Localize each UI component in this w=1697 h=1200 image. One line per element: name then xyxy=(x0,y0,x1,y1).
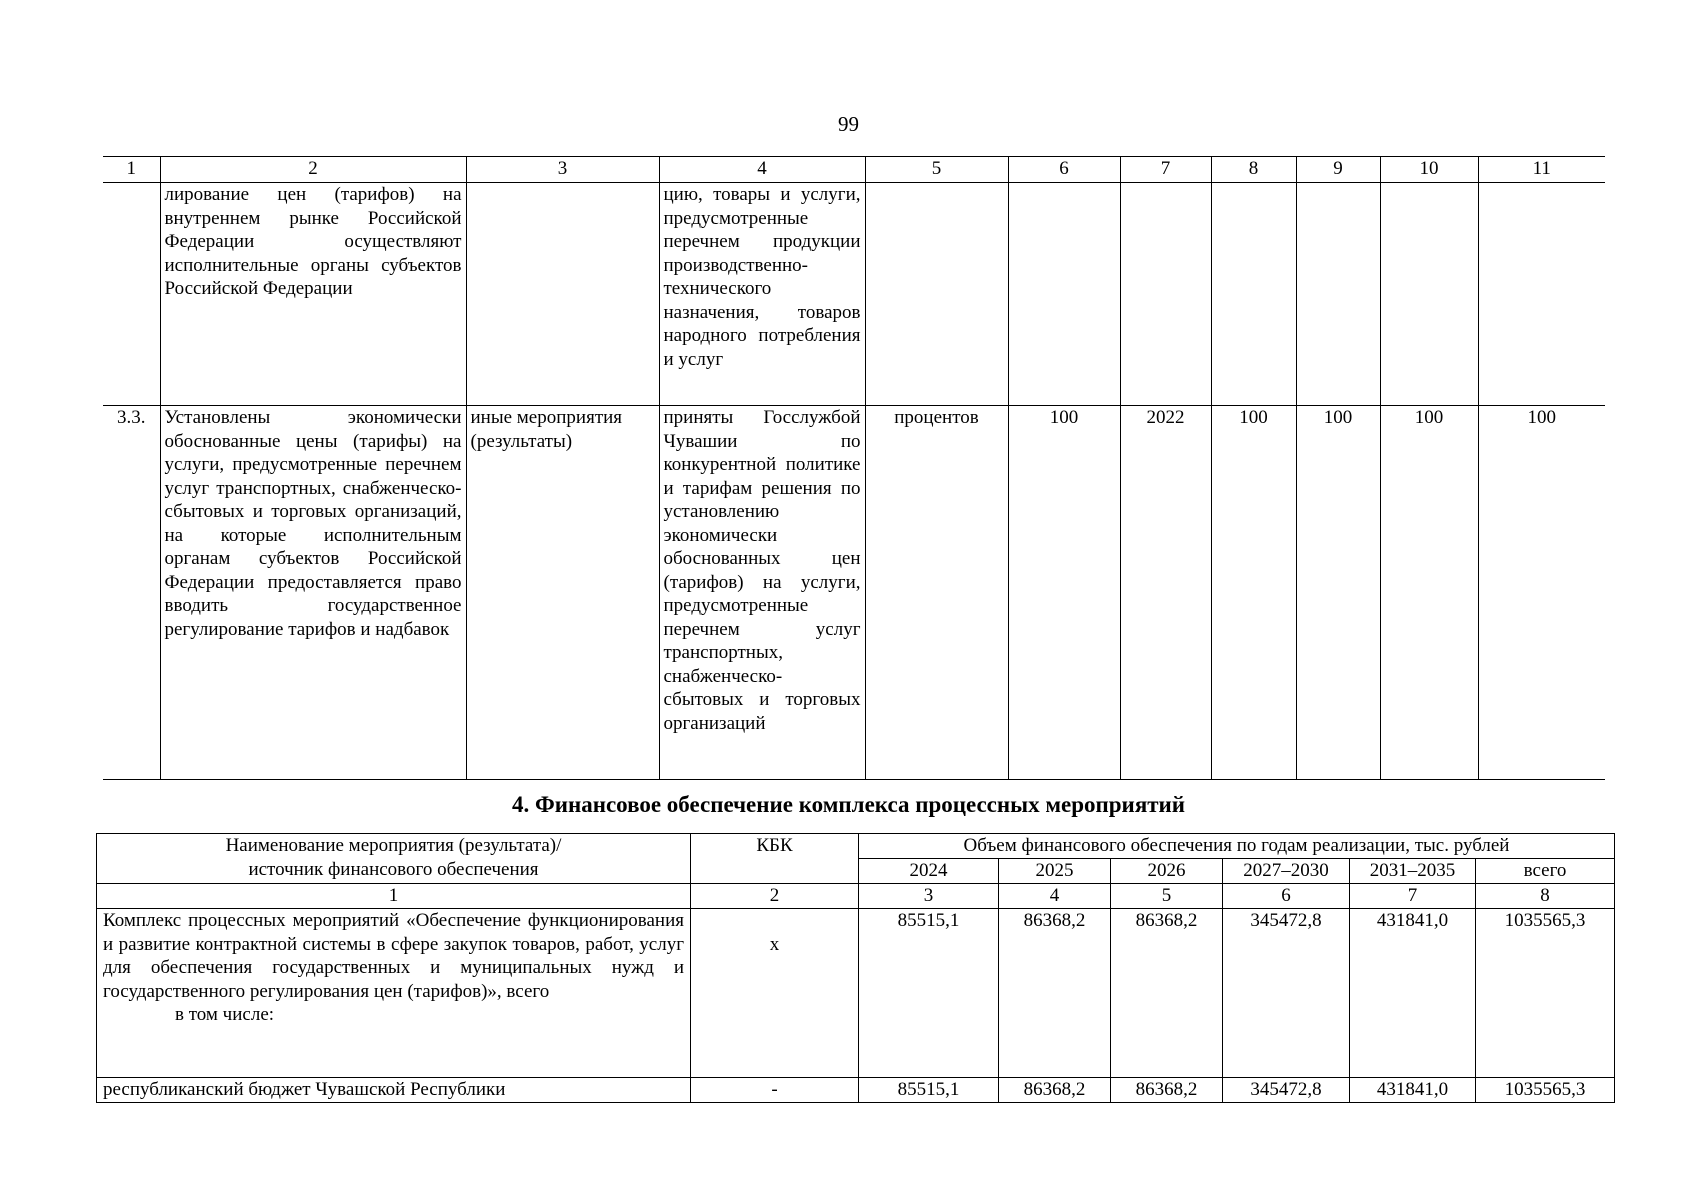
column-number: 6 xyxy=(1223,884,1350,909)
table-row xyxy=(97,909,1615,1078)
years-header: Объем финансового обеспечения по годам реализации, тыс. рублей xyxy=(859,834,1615,859)
indicators-table xyxy=(103,156,1605,780)
column-number: 10 xyxy=(1380,157,1478,183)
column-number: 2 xyxy=(691,884,859,909)
unit: процентов xyxy=(865,406,1008,780)
amount-total: 1035565,3 xyxy=(1476,909,1615,1078)
result-name: лирование цен (тарифов) на внутреннем рынке Российской Федерации осуществляют исполнительные органы субъектов Российской Федерации xyxy=(160,183,466,406)
amount-total: 1035565,3 xyxy=(1476,1078,1615,1103)
amount-cell: 86368,2 xyxy=(999,909,1111,1078)
value-cell: 100 xyxy=(1478,406,1605,780)
result-type xyxy=(466,183,659,406)
column-number-row xyxy=(103,157,1605,183)
name-header-line2: источник финансового обеспечения xyxy=(248,858,539,880)
amount-cell: 85515,1 xyxy=(859,1078,999,1103)
year-header: 2031–2035 xyxy=(1350,859,1476,884)
amount-cell: 431841,0 xyxy=(1350,909,1476,1078)
activity-name xyxy=(97,909,691,1078)
base-value: 100 xyxy=(1008,406,1120,780)
amount-cell: 86368,2 xyxy=(999,1078,1111,1103)
value-cell xyxy=(1380,183,1478,406)
result-type: иные мероприятия (результаты) xyxy=(466,406,659,780)
table-row xyxy=(103,183,1605,406)
value-cell xyxy=(1211,183,1296,406)
section-title: 4. Финансовое обеспечение комплекса процессных мероприятий xyxy=(511,792,1186,817)
amount-cell: 345472,8 xyxy=(1223,1078,1350,1103)
kbk-cell: - xyxy=(691,1078,859,1103)
value-cell: 100 xyxy=(1296,406,1380,780)
year-header: 2024 xyxy=(859,859,999,884)
base-year xyxy=(1120,183,1211,406)
column-number: 1 xyxy=(97,884,691,909)
value-cell: 100 xyxy=(1380,406,1478,780)
table-row xyxy=(103,406,1605,780)
column-number: 1 xyxy=(103,157,160,183)
financing-table xyxy=(96,833,1615,1103)
amount-cell: 86368,2 xyxy=(1111,909,1223,1078)
kbk-cell: x xyxy=(691,909,859,1078)
header-row xyxy=(97,834,1615,859)
kbk-header: КБК xyxy=(691,834,859,884)
column-number: 3 xyxy=(466,157,659,183)
value-cell xyxy=(1478,183,1605,406)
amount-cell: 86368,2 xyxy=(1111,1078,1223,1103)
column-number-row xyxy=(97,884,1615,909)
base-year: 2022 xyxy=(1120,406,1211,780)
column-number: 7 xyxy=(1350,884,1476,909)
total-header: всего xyxy=(1476,859,1615,884)
column-number: 6 xyxy=(1008,157,1120,183)
column-number: 9 xyxy=(1296,157,1380,183)
column-number: 2 xyxy=(160,157,466,183)
column-number: 3 xyxy=(859,884,999,909)
name-header xyxy=(97,834,691,884)
column-number: 11 xyxy=(1478,157,1605,183)
column-number: 7 xyxy=(1120,157,1211,183)
column-number: 8 xyxy=(1476,884,1615,909)
activity-subnote: в том числе: xyxy=(175,1004,275,1025)
result-name: Установлены экономически обоснованные цены (тарифы) на услуги, предусмотренные перечнем услуг транспортных, снабженческо-сбытовых и торговых организаций, на которые исполнительным органам субъектов Российской Федерации предоставляется право вводить государственное регулирование тарифов и надбавок xyxy=(160,406,466,780)
column-number: 5 xyxy=(865,157,1008,183)
value-cell xyxy=(1296,183,1380,406)
name-header-line1: Наименование мероприятия (результата)/ xyxy=(225,835,562,856)
column-number: 4 xyxy=(999,884,1111,909)
result-characteristic: приняты Госслужбой Чувашии по конкурентной политике и тарифам решения по установлению экономически обоснованных цен (тарифов) на услуги, предусмотренные перечнем услуг транспортных, снабженческо-сбытовых и торговых организаций xyxy=(659,406,865,780)
amount-cell: 431841,0 xyxy=(1350,1078,1476,1103)
amount-cell: 345472,8 xyxy=(1223,909,1350,1078)
column-number: 4 xyxy=(659,157,865,183)
column-number: 8 xyxy=(1211,157,1296,183)
amount-cell: 85515,1 xyxy=(859,909,999,1078)
result-characteristic: цию, товары и услуги, предусмотренные перечнем продукции производственно-технического назначения, товаров народного потребления и услуг xyxy=(659,183,865,406)
table-row xyxy=(97,1078,1615,1103)
year-header: 2025 xyxy=(999,859,1111,884)
value-cell: 100 xyxy=(1211,406,1296,780)
activity-name: республиканский бюджет Чувашской Республики xyxy=(97,1078,691,1103)
row-number xyxy=(103,183,160,406)
year-header: 2027–2030 xyxy=(1223,859,1350,884)
row-number: 3.3. xyxy=(103,406,160,780)
year-header: 2026 xyxy=(1111,859,1223,884)
base-value xyxy=(1008,183,1120,406)
column-number: 5 xyxy=(1111,884,1223,909)
unit xyxy=(865,183,1008,406)
activity-name-text: Комплекс процессных мероприятий «Обеспечение функционирования и развитие контрактной системы в сфере закупок товаров, работ, услуг для обеспечения государственных и муниципальных нужд и государственного регулирования цен (тарифов)», всего xyxy=(103,910,684,1002)
page-number: 99 xyxy=(838,112,859,136)
